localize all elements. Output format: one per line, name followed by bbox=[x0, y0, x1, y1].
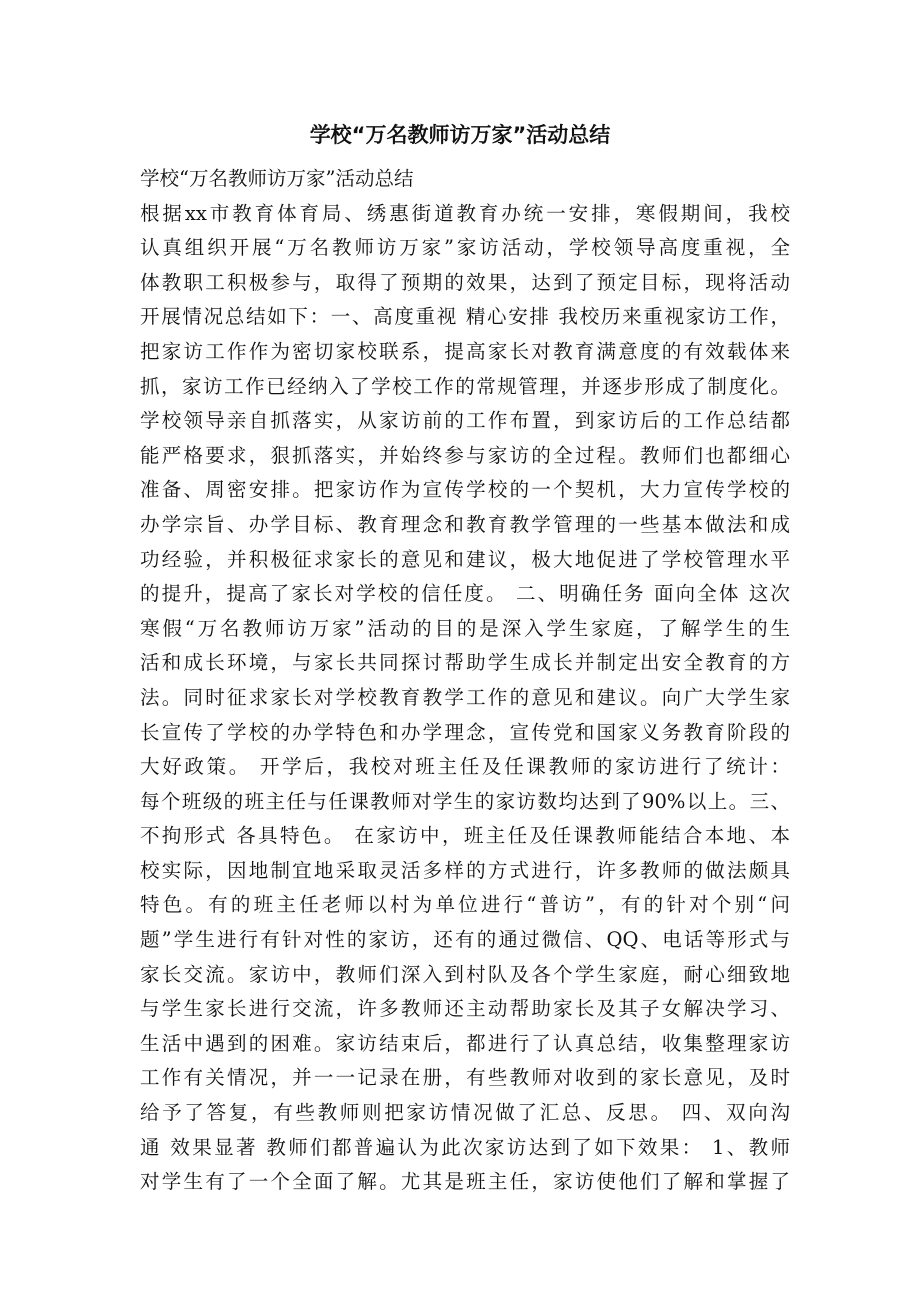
body-line: 每个班级的班主任与任课教师对学生的家访数均达到了90%以上。三、 bbox=[140, 789, 790, 813]
document-title: 学校“万名教师访万家”活动总结 bbox=[309, 123, 611, 147]
body-line: 寒假“万名教师访万家”活动的目的是深入学生家庭，了解学生的生 bbox=[140, 616, 790, 640]
body-line: 工作有关情况，并一一记录在册，有些教师对收到的家长意见，及时 bbox=[140, 1066, 790, 1090]
body-line: 把家访工作作为密切家校联系，提高家长对教育满意度的有效载体来 bbox=[140, 339, 790, 363]
body-line: 不拘形式 各具特色。 在家访中，班主任及任课教师能结合本地、本 bbox=[140, 824, 790, 848]
body-line: 学校领导亲自抓落实，从家访前的工作布置，到家访后的工作总结都 bbox=[140, 409, 790, 433]
body-line: 学校“万名教师访万家”活动总结 bbox=[140, 167, 414, 190]
body-line: 大好政策。 开学后，我校对班主任及任课教师的家访进行了统计： bbox=[140, 755, 790, 779]
body-line: 通 效果显著 教师们都普遍认为此次家访达到了如下效果： 1、教师 bbox=[140, 1135, 790, 1159]
body-line: 认真组织开展“万名教师访万家”家访活动，学校领导高度重视，全 bbox=[140, 236, 790, 260]
body-line: 对学生有了一个全面了解。尤其是班主任，家访使他们了解和掌握了 bbox=[140, 1170, 790, 1194]
body-line: 抓，家访工作已经纳入了学校工作的常规管理，并逐步形成了制度化。 bbox=[140, 374, 790, 398]
body-line: 家长交流。家访中，教师们深入到村队及各个学生家庭，耐心细致地 bbox=[140, 962, 790, 986]
body-line: 准备、周密安排。把家访作为宣传学校的一个契机，大力宣传学校的 bbox=[140, 478, 790, 502]
body-line: 能严格要求，狠抓落实，并始终参与家访的全过程。教师们也都细心 bbox=[140, 443, 790, 467]
body-line: 特色。有的班主任老师以村为单位进行“普访”，有的针对个别“问 bbox=[140, 893, 790, 917]
body-line: 题”学生进行有针对性的家访，还有的通过微信、QQ、电话等形式与 bbox=[140, 928, 790, 952]
body-line: 校实际，因地制宜地采取灵活多样的方式进行，许多教师的做法颇具 bbox=[140, 858, 790, 882]
body-line: 长宣传了学校的办学特色和办学理念，宣传党和国家义务教育阶段的 bbox=[140, 720, 790, 744]
body-line: 根据xx市教育体育局、绣惠街道教育办统一安排，寒假期间，我校 bbox=[140, 201, 790, 225]
body-line: 体教职工积极参与，取得了预期的效果，达到了预定目标，现将活动 bbox=[140, 270, 790, 294]
body-line: 开展情况总结如下：一、高度重视 精心安排 我校历来重视家访工作， bbox=[140, 305, 790, 329]
body-line: 活和成长环境，与家长共同探讨帮助学生成长并制定出安全教育的方 bbox=[140, 651, 790, 675]
body-line: 的提升，提高了家长对学校的信任度。 二、明确任务 面向全体 这次 bbox=[140, 582, 790, 606]
body-line: 生活中遇到的困难。家访结束后，都进行了认真总结，收集整理家访 bbox=[140, 1031, 790, 1055]
body-line: 法。同时征求家长对学校教育教学工作的意见和建议。向广大学生家 bbox=[140, 685, 790, 709]
document-body bbox=[140, 162, 790, 1200]
body-line: 给予了答复，有些教师则把家访情况做了汇总、反思。 四、双向沟 bbox=[140, 1101, 790, 1125]
body-line: 功经验，并积极征求家长的意见和建议，极大地促进了学校管理水平 bbox=[140, 547, 790, 571]
body-line: 办学宗旨、办学目标、教育理念和教育教学管理的一些基本做法和成 bbox=[140, 512, 790, 536]
body-line: 与学生家长进行交流，许多教师还主动帮助家长及其子女解决学习、 bbox=[140, 997, 790, 1021]
